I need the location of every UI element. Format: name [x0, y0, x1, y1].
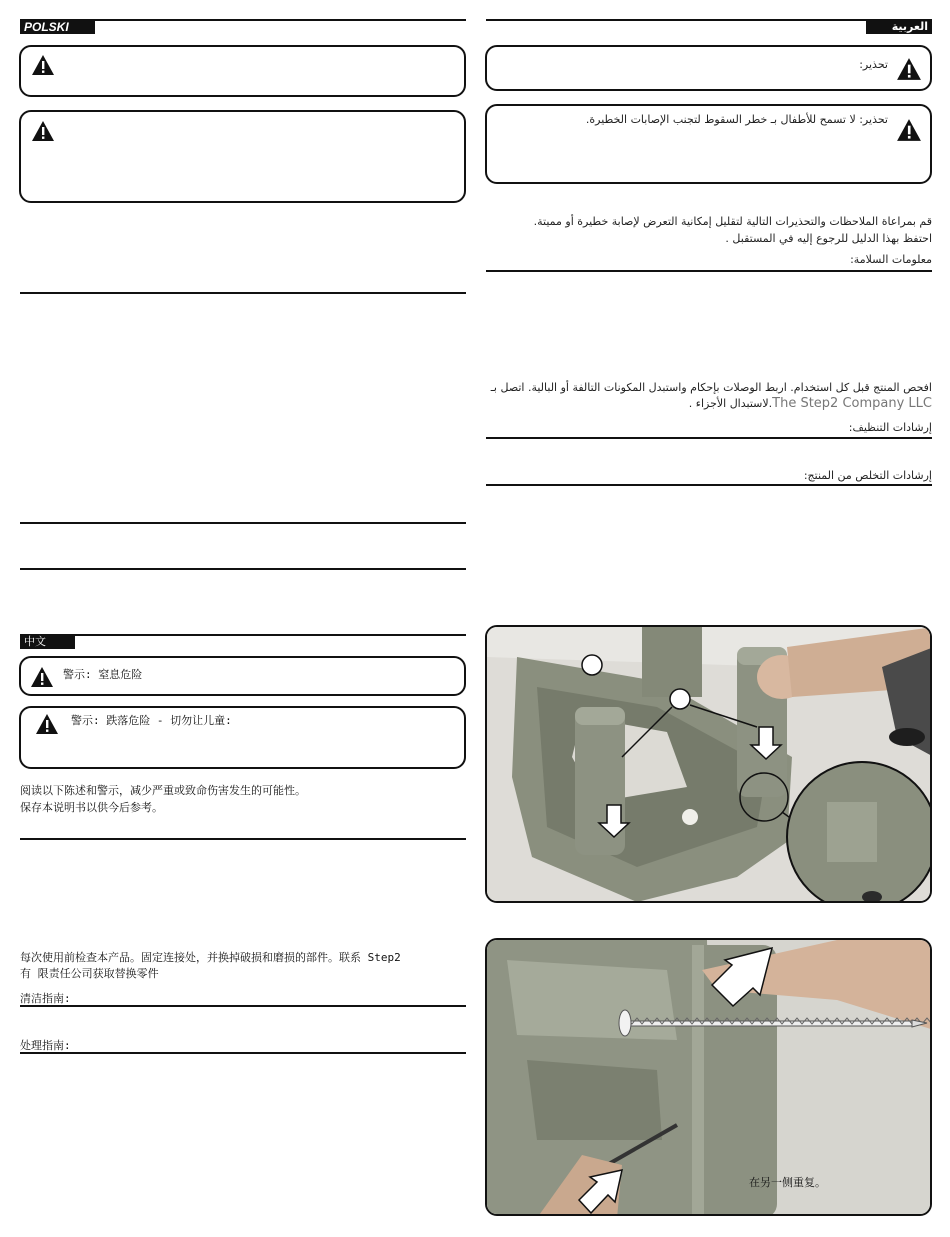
- arabic-safety-heading: معلومات السلامة:: [850, 253, 932, 266]
- polish-safety-rule: [20, 292, 466, 294]
- chinese-fall-warning: 警示: 跌落危险 - 切勿让儿童:: [71, 714, 232, 727]
- warning-triangle-icon: [896, 118, 922, 146]
- arabic-inspect-rest: . لاستبدال الأجزاء.: [688, 397, 773, 410]
- chinese-choking-warning: 警示: 窒息危险: [63, 668, 143, 681]
- arabic-warning-box-1: [485, 45, 932, 91]
- warning-triangle-icon: [35, 713, 59, 739]
- arabic-warning-1-text: تحذير:: [859, 58, 888, 71]
- chinese-safety-rule: [20, 838, 466, 840]
- chinese-disposal-rule: [20, 1052, 466, 1054]
- warning-triangle-icon: [896, 57, 922, 85]
- polish-disposal-rule: [20, 568, 466, 570]
- chinese-header-rule: [20, 634, 466, 636]
- step-2-illustration: [487, 940, 932, 1216]
- chinese-inspect-line-1: 每次使用前检查本产品。固定连接处，并换掉破损和磨损的部件。联系 Step2: [20, 951, 401, 964]
- chinese-intro-line-2: 保存本说明书以供今后参考。: [20, 801, 163, 814]
- chinese-inspect-line-2: 有 限责任公司获取替换零件: [20, 967, 159, 980]
- chinese-intro-line-1: 阅读以下陈述和警示，减少严重或致命伤害发生的可能性。: [20, 784, 306, 797]
- arabic-intro-line-2: احتفظ بهذا الدليل للرجوع إليه في المستقبل .: [725, 232, 932, 245]
- arabic-language-tag: العربية: [866, 20, 932, 34]
- arabic-safety-rule: [486, 270, 932, 272]
- step-2-caption: 在另一侧重复。: [749, 1176, 826, 1189]
- arabic-disposal-rule: [486, 484, 932, 486]
- assembly-photo-step-2: [485, 938, 932, 1216]
- chinese-cleaning-heading: 清洁指南:: [20, 992, 71, 1005]
- arabic-cleaning-rule: [486, 437, 932, 439]
- chinese-disposal-heading: 处理指南:: [20, 1039, 71, 1052]
- arabic-inspect-line-1: افحص المنتج قبل كل استخدام. اربط الوصلات بإحكام واستبدل المكونات التالفة أو البالية. اتصل بـ: [490, 381, 932, 394]
- arabic-disposal-heading: إرشادات التخلص من المنتج:: [803, 469, 932, 482]
- polish-warning-box-2: [19, 110, 466, 203]
- chinese-language-tag: 中文: [20, 635, 75, 649]
- arabic-inspect-line-2: [486, 396, 932, 412]
- polish-language-tag: POLSKI: [20, 20, 95, 34]
- warning-triangle-icon: [30, 666, 54, 692]
- polish-warning-box-1: [19, 45, 466, 97]
- warning-triangle-icon: [31, 120, 55, 146]
- chinese-cleaning-rule: [20, 1005, 466, 1007]
- warning-triangle-icon: [31, 54, 55, 80]
- assembly-photo-step-1: [485, 625, 932, 903]
- chinese-warning-box-1: [19, 656, 466, 696]
- chinese-warning-box-2: [19, 706, 466, 769]
- arabic-warning-2-text: تحذير: لا تسمح للأطفال بـ خطر السقوط لتجنب الإصابات الخطيرة.: [585, 113, 888, 126]
- arabic-warning-box-2: [485, 104, 932, 184]
- polish-cleaning-rule: [20, 522, 466, 524]
- arabic-cleaning-heading: إرشادات التنظيف:: [848, 421, 932, 434]
- arabic-intro-line-1: قم بمراعاة الملاحظات والتحذيرات التالية لتقليل إمكانية التعرض لإصابة خطيرة أو مميتة.: [533, 215, 932, 228]
- company-name: The Step2 Company LLC: [772, 396, 932, 411]
- step-1-illustration: [487, 627, 932, 903]
